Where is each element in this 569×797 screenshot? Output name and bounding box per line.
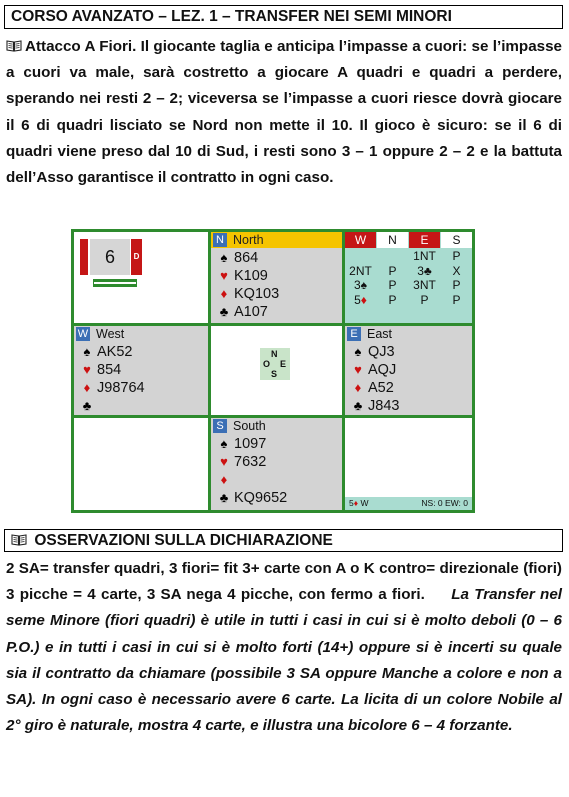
compass-north: N (271, 349, 278, 359)
east-spades: QJ3 (368, 344, 395, 360)
observations-plain: 2 SA= transfer quadri, 3 fiori= fit 3+ carte con A o K contro= direzionale (fiori) 3 picche = 4 carte, 3 SA nega 4 picche, con fermo a fiori. (6, 560, 562, 604)
bid-cell: P (388, 263, 397, 278)
north-spades: 864 (234, 250, 259, 266)
east-header (345, 326, 472, 342)
heart-icon: ♥ (220, 454, 228, 469)
club-icon: ♣ (353, 398, 363, 413)
north-seat-badge: N (213, 233, 227, 247)
board-number: 6 (90, 239, 130, 275)
bid-row (345, 293, 472, 308)
east-hearts: AQJ (368, 362, 397, 378)
lesson-title-box (4, 5, 563, 29)
heart-icon: ♥ (220, 268, 228, 283)
bid-cell: 3♠ (353, 278, 368, 292)
south-hearts: 7632 (234, 454, 267, 470)
bid-cell: X (452, 263, 461, 278)
spade-icon: ♠ (354, 344, 362, 359)
north-hand (211, 232, 342, 323)
result-bar (345, 497, 472, 510)
bid-cell: 5♦ (354, 292, 367, 307)
west-header (74, 326, 208, 342)
south-seat-badge: S (213, 419, 227, 433)
vulnerability-marker-left (80, 239, 88, 275)
club-icon: ♣ (219, 304, 229, 319)
spade-icon: ♠ (220, 436, 228, 451)
bid-row (345, 278, 472, 293)
east-hand (345, 326, 472, 415)
south-hand (211, 418, 342, 510)
observations-text (6, 556, 562, 739)
bidding-sequence (345, 249, 472, 307)
bid-cell: 3♣ (417, 263, 432, 278)
north-diamonds: KQ103 (234, 286, 280, 302)
observations-title: OSSERVAZIONI SULLA DICHIARAZIONE (34, 532, 333, 549)
open-book-icon (6, 39, 22, 52)
lesson-title: CORSO AVANZATO – LEZ. 1 – TRANSFER NEI SEMI MINORI (11, 8, 452, 25)
bid-cell: P (452, 278, 461, 292)
diamond-icon: ♦ (83, 380, 91, 395)
north-clubs: A107 (234, 304, 268, 320)
bid-row (345, 249, 472, 264)
compass-icon (260, 348, 290, 380)
west-spades: AK52 (97, 344, 133, 360)
bid-cell: P (420, 292, 429, 307)
diamond-icon: ♦ (220, 286, 228, 301)
bid-header-n: N (377, 232, 408, 248)
bidding-box (345, 232, 472, 323)
north-header (211, 232, 342, 248)
bid-cell: P (388, 292, 397, 307)
intro-paragraph (6, 34, 562, 191)
north-hearts: K109 (234, 268, 268, 284)
compass-south: S (271, 369, 278, 379)
east-name: East (367, 327, 393, 341)
table-center (211, 326, 342, 415)
final-contract: 5♦ W (349, 498, 369, 508)
west-seat-badge: W (77, 328, 89, 340)
open-book-icon (11, 533, 27, 546)
observations-italic: La Transfer nel seme Minore (fiori quadri) è utile in tutti i casi in cui si è molto deboli (0 – 6 P.O.) e in tutti i casi in cui si è molto forti (14+) oppure si è incerti su quale sia il contratto da chiamare (possibile 3 SA oppure Manche a colore e non a SA). In ogni caso è necessario avere 6 carte. La licita di un colore Nobile al 2° giro è naturale, mostra 4 carte, e illustra una bicolore 6 – 4 forzante. (6, 586, 562, 735)
bid-cell: 1NT (413, 249, 436, 263)
board-number-cell (74, 232, 208, 323)
east-diamonds: A52 (368, 380, 394, 396)
board-number-card (80, 239, 140, 275)
bidding-header (345, 232, 472, 248)
west-hearts: 854 (97, 362, 122, 378)
empty-cell (74, 418, 208, 510)
bridge-board (71, 229, 475, 513)
dealer-marker: D (131, 239, 142, 275)
south-name: South (233, 419, 266, 433)
south-spades: 1097 (234, 436, 267, 452)
heart-icon: ♥ (83, 362, 91, 377)
south-header (211, 418, 342, 434)
club-icon: ♣ (82, 398, 92, 413)
compass-west: O (263, 359, 271, 369)
bid-cell: P (388, 278, 397, 292)
intro-text: Attacco A Fiori. Il giocante taglia e anticipa l’impasse a cuori: se l’impasse a cuori va male, sarà costretto a giocare A quadri e quadri a perdere, sperando nei resti 2 – 2; viceversa se l’impasse a cuori riesce dovrà giocare il 6 di quadri lisciato se Nord non mette il 10. Il gioco è sicuro: se il 6 di quadri viene preso dal 10 di Sud, i resti sono 3 – 1 oppure 2 – 2 e la battuta dell’Asso garantisce il contratto in ogni caso. (6, 38, 562, 187)
compass-east: E (280, 359, 287, 369)
bid-header-s: S (441, 232, 472, 248)
diamond-icon: ♦ (354, 380, 362, 395)
west-name: West (96, 327, 125, 341)
result-cell (345, 418, 472, 510)
observations-title-box (4, 529, 563, 552)
club-icon: ♣ (219, 490, 229, 505)
bid-header-e: E (409, 232, 440, 248)
bid-cell: 3NT (413, 278, 436, 292)
spade-icon: ♠ (220, 250, 228, 265)
west-hand (74, 326, 208, 415)
bid-row (345, 264, 472, 279)
spade-icon: ♠ (83, 344, 91, 359)
east-seat-badge: E (347, 327, 361, 341)
score-readout: NS: 0 EW: 0 (421, 498, 468, 508)
bid-cell: P (452, 249, 461, 263)
heart-icon: ♥ (354, 362, 362, 377)
bid-cell: 2NT (349, 263, 372, 278)
north-name: North (233, 233, 264, 247)
south-clubs: KQ9652 (234, 490, 288, 506)
east-clubs: J843 (368, 398, 400, 414)
bid-cell: P (452, 292, 461, 307)
bid-header-w: W (345, 232, 376, 248)
diamond-icon: ♦ (220, 472, 228, 487)
west-diamonds: J98764 (97, 380, 145, 396)
vulnerability-stripe (94, 282, 136, 284)
